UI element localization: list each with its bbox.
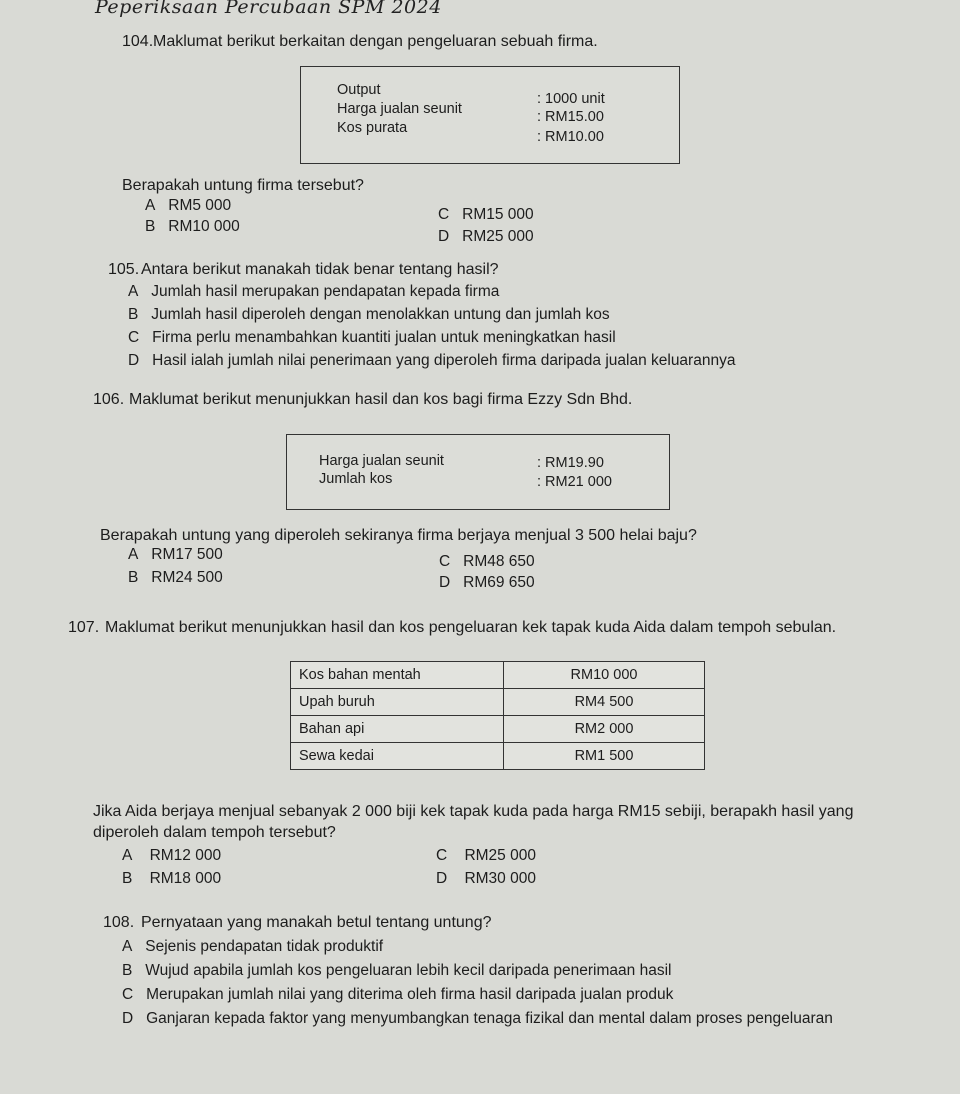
option-letter: A: [122, 938, 133, 955]
table-cell-amount: RM2 000: [504, 716, 705, 743]
question-prompt: Berapakah untung firma tersebut?: [122, 177, 364, 194]
option-text: RM30 000: [464, 870, 536, 887]
option-letter: B: [122, 962, 133, 979]
option-letter: D: [438, 228, 450, 245]
option-text: RM25 000: [464, 847, 536, 864]
option-text: Sejenis pendapatan tidak produktif: [145, 938, 384, 955]
option-letter: C: [439, 553, 451, 570]
option-a[interactable]: [122, 938, 383, 956]
table-row: [291, 716, 705, 743]
option-b[interactable]: [122, 962, 671, 980]
option-a[interactable]: [128, 283, 499, 301]
option-letter: D: [436, 870, 448, 887]
question-prompt: Jika Aida berjaya menjual sebanyak 2 000 biji kek tapak kuda pada harga RM15 sebiji, berapakh hasil yang: [93, 803, 854, 820]
option-text: Hasil ialah jumlah nilai penerimaan yang diperoleh firma daripada jualan keluarannya: [152, 352, 736, 369]
option-b[interactable]: [122, 870, 221, 888]
option-letter: A: [145, 197, 156, 214]
option-letter: C: [128, 329, 140, 346]
question-text: Maklumat berikut menunjukkan hasil dan kos bagi firma Ezzy Sdn Bhd.: [129, 391, 633, 408]
table-cell-amount: RM4 500: [504, 689, 705, 716]
option-a[interactable]: [145, 197, 231, 215]
option-b[interactable]: [145, 218, 240, 236]
info-value: : 1000 unit: [537, 91, 605, 107]
option-text: RM25 000: [462, 228, 534, 245]
option-letter: D: [122, 1010, 134, 1027]
question-text: Maklumat berikut berkaitan dengan pengeluaran sebuah firma.: [153, 33, 598, 50]
option-text: Jumlah hasil merupakan pendapatan kepada firma: [151, 283, 500, 300]
question-text: Antara berikut manakah tidak benar tentang hasil?: [141, 261, 499, 278]
option-text: Merupakan jumlah nilai yang diterima oleh firma hasil daripada jualan produk: [146, 986, 674, 1003]
table-row: [291, 689, 705, 716]
option-letter: D: [439, 574, 451, 591]
table-cell-item: Kos bahan mentah: [291, 662, 504, 689]
table-cell-amount: RM10 000: [504, 662, 705, 689]
info-label: Output: [337, 82, 381, 98]
option-d[interactable]: [436, 870, 536, 888]
option-text: RM17 500: [151, 546, 223, 563]
cost-table: [290, 661, 705, 770]
option-text: RM15 000: [462, 206, 534, 223]
question-prompt: Berapakah untung yang diperoleh sekiranya firma berjaya menjual 3 500 helai baju?: [100, 527, 697, 544]
option-letter: C: [438, 206, 450, 223]
option-letter: A: [128, 546, 139, 563]
option-c[interactable]: [122, 986, 673, 1004]
option-d[interactable]: [122, 1010, 833, 1028]
option-text: RM69 650: [463, 574, 535, 591]
question-number: 105.: [108, 261, 140, 278]
option-text: RM24 500: [151, 569, 223, 586]
option-d[interactable]: [439, 574, 535, 592]
option-a[interactable]: [128, 546, 223, 564]
option-c[interactable]: [439, 553, 535, 571]
question-text: Pernyataan yang manakah betul tentang untung?: [141, 914, 492, 931]
option-b[interactable]: [128, 569, 223, 587]
option-text: Firma perlu menambahkan kuantiti jualan untuk meningkatkan hasil: [152, 329, 616, 346]
question-text: Maklumat berikut menunjukkan hasil dan kos pengeluaran kek tapak kuda Aida dalam tempoh sebulan.: [105, 619, 837, 636]
option-text: Jumlah hasil diperoleh dengan menolakkan untung dan jumlah kos: [151, 306, 610, 323]
option-letter: C: [436, 847, 448, 864]
info-value: : RM21 000: [537, 474, 612, 490]
option-letter: A: [122, 847, 133, 864]
info-box: [300, 66, 680, 164]
option-d[interactable]: [128, 352, 735, 370]
info-value: : RM19.90: [537, 455, 604, 471]
info-value: : RM10.00: [537, 129, 604, 145]
option-c[interactable]: [128, 329, 616, 347]
option-letter: B: [145, 218, 156, 235]
option-letter: D: [128, 352, 140, 369]
exam-header-title: Peperiksaan Percubaan SPM 2024: [95, 0, 442, 18]
option-d[interactable]: [438, 228, 534, 246]
option-letter: B: [128, 306, 139, 323]
question-number: 108.: [103, 914, 135, 931]
info-value: : RM15.00: [537, 109, 604, 125]
option-text: RM10 000: [168, 218, 240, 235]
option-text: Ganjaran kepada faktor yang menyumbangkan tenaga fizikal dan mental dalam proses pengeluaran: [146, 1010, 833, 1027]
info-label: Jumlah kos: [319, 471, 393, 487]
table-cell-amount: RM1 500: [504, 743, 705, 770]
question-number: 107.: [68, 619, 100, 636]
table-cell-item: Sewa kedai: [291, 743, 504, 770]
info-label: Kos purata: [337, 120, 408, 136]
question-number: 104.: [122, 33, 154, 50]
option-a[interactable]: [122, 847, 221, 865]
option-b[interactable]: [128, 306, 610, 324]
option-c[interactable]: [436, 847, 536, 865]
table-row: [291, 743, 705, 770]
table-cell-item: Bahan api: [291, 716, 504, 743]
table-cell-item: Upah buruh: [291, 689, 504, 716]
option-text: RM18 000: [149, 870, 222, 887]
question-prompt-continued: diperoleh dalam tempoh tersebut?: [93, 824, 336, 841]
option-text: RM12 000: [149, 847, 222, 864]
info-box: [286, 434, 670, 510]
option-c[interactable]: [438, 206, 534, 224]
question-number: 106.: [93, 391, 125, 408]
option-letter: C: [122, 986, 134, 1003]
table-row: [291, 662, 705, 689]
option-letter: A: [128, 283, 139, 300]
info-label: Harga jualan seunit: [319, 453, 444, 469]
option-text: RM48 650: [463, 553, 535, 570]
option-letter: B: [128, 569, 139, 586]
option-text: Wujud apabila jumlah kos pengeluaran lebih kecil daripada penerimaan hasil: [145, 962, 672, 979]
info-label: Harga jualan seunit: [337, 101, 462, 117]
option-text: RM5 000: [168, 197, 232, 214]
option-letter: B: [122, 870, 133, 887]
